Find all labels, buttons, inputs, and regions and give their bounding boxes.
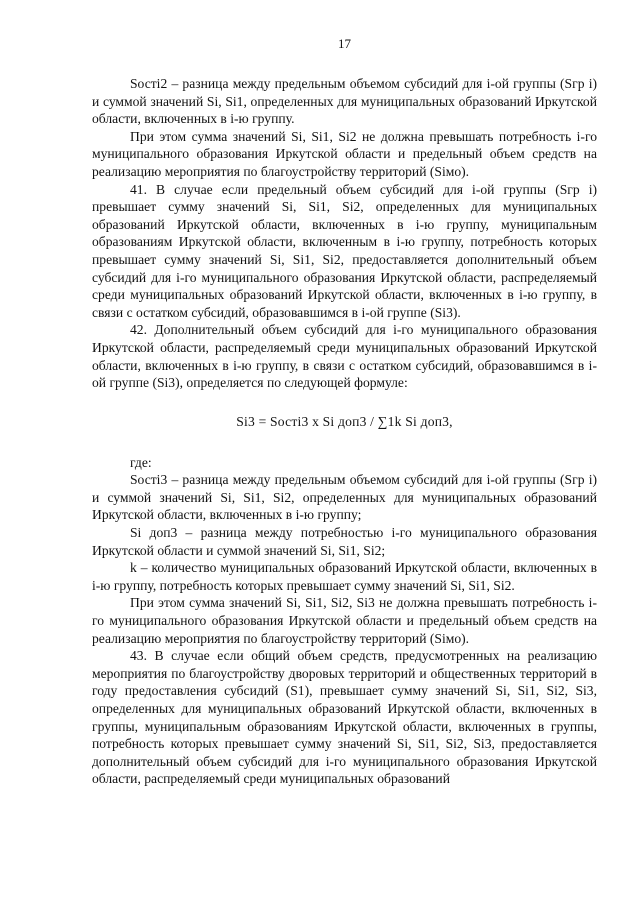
definition-s-ost-i3: Sостi3 – разница между предельным объемом субсидий для i-ой группы (Sгр i) и суммой значений Si, Si1, Si2, определенных для муниципальных образований Иркутской области, включенных в i-ю группу; bbox=[92, 472, 597, 523]
paragraph-41: 41. В случае если предельный объем субсидий для i-ой группы (Sгр i) превышает сумму значений Si, Si1, Si2, определенных для муниципальных образований Иркутской области, включенных в i-ю группу, муниципальным образованиям Иркутской области, включенным в i-ю группу, потребность которых превышает сумму значений Si, Si1, Si2, предоставляется дополнительный объем субсидий для i-го муниципального образования Иркутской области, распределяемый среди муниципальных образований Иркутской области, включенных в i-ю группу, в связи с остатком субсидий, образовавшимся в i-ой группе (Si3). bbox=[92, 181, 597, 320]
page-number: 17 bbox=[338, 36, 351, 51]
paragraph-42: 42. Дополнительный объем субсидий для i-го муниципального образования Иркутской области, распределяемый среди муниципальных образований Иркутской области, включенных в i-ю группу, в связи с остатком субсидий, образовавшимся в i-ой группе (Si3), определяется по следующей формуле: bbox=[92, 322, 597, 391]
definition-si-dop3: Si доп3 – разница между потребностью i-го муниципального образования Иркутской области и суммой значений Si, Si1, Si2; bbox=[92, 525, 597, 558]
where-label: где: bbox=[130, 454, 152, 470]
paragraph-43: 43. В случае если общий объем средств, предусмотренных на реализацию мероприятия по благоустройству дворовых территорий и общественных территорий в году предоставления субсидий (S1), превышает сумму значений Si, Si1, Si2, Si3, определенных для муниципальных образований Иркутской области, включенных в группы, муниципальным образованиям Иркутской области, включенных в группы, потребность которых превышает сумму значений Si, Si1, Si2, Si3, предоставляется дополнительный объем субсидий для i-го муниципального образования Иркутской области, распределяемый среди муниципальных образований bbox=[92, 648, 597, 787]
document-page bbox=[92, 36, 597, 788]
paragraph-s-ost-i2: Sостi2 – разница между предельным объемом субсидий для i-ой группы (Sгр i) и суммой значений Si, Si1, определенных для муниципальных образований Иркутской области, включенных в i-ю группу. bbox=[92, 76, 597, 127]
paragraph-sum-constraint: При этом сумма значений Si, Si1, Si2 не должна превышать потребность i-го муниципального образования Иркутской области и предельный объем средств на реализацию мероприятия по благоустройству территорий (Siмо). bbox=[92, 128, 597, 179]
formula-si3: Si3 = Sостi3 x Si доп3 / ∑1k Si доп3, bbox=[236, 413, 453, 429]
definition-k: k – количество муниципальных образований Иркутской области, включенных в i-ю группу, потребность которых превышает сумму значений Si, Si1, Si2. bbox=[92, 560, 597, 593]
paragraph-sum-constraint-2: При этом сумма значений Si, Si1, Si2, Si3 не должна превышать потребность i-го муниципального образования Иркутской области и предельный объем средств на реализацию мероприятия по благоустройству территорий (Siмо). bbox=[92, 595, 597, 646]
